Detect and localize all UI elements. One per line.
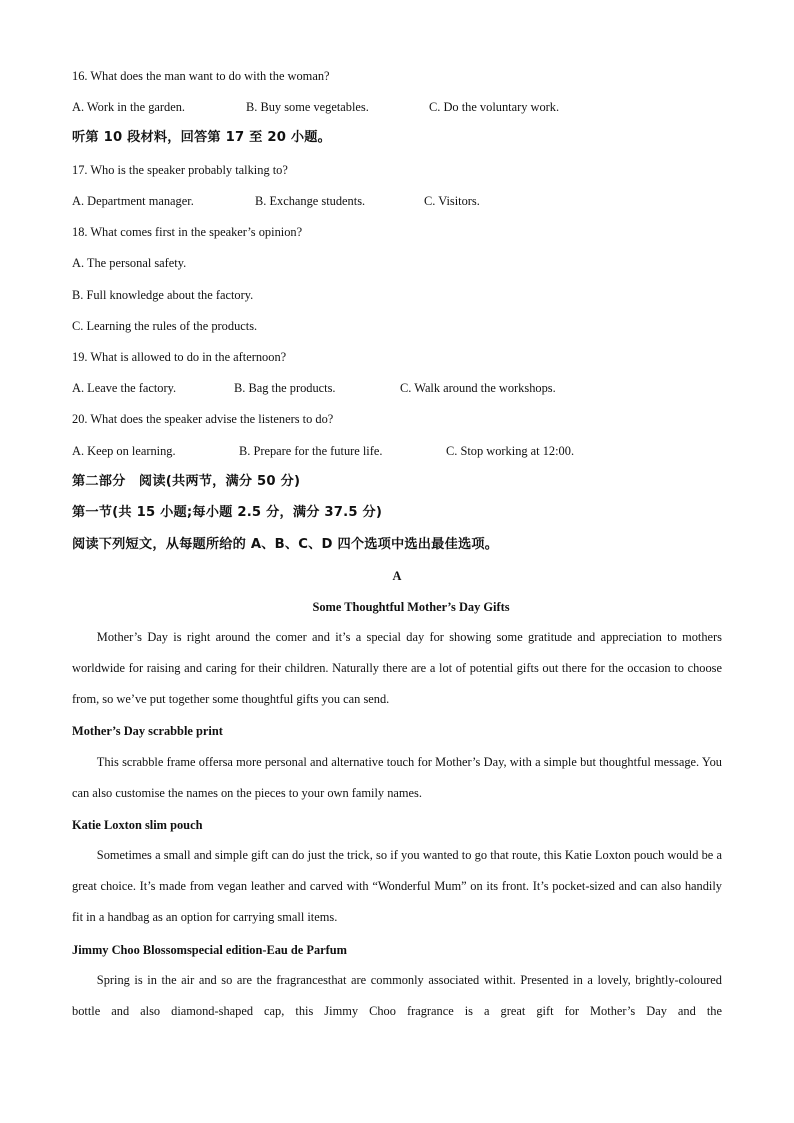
reading-instructions: 阅读下列短文，从每题所给的 A、B、C、D 四个选项中选出最佳选项。 — [72, 537, 499, 552]
question-18: 18. What comes first in the speaker’s opinion? — [72, 225, 303, 239]
question-20: 20. What does the speaker advise the listeners to do? — [72, 412, 334, 426]
intro-paragraph: Mother’s Day is right around the comer and it’s a special day for showing some gratitude and appreciation to mothers worldwide for raising and caring for their children. Naturally there are a lot of potential gifts out there for the occasion to choose from, so we’ve put together some thoughtful gifts you can send. — [72, 630, 722, 707]
gift-2-title: Katie Loxton slim pouch — [72, 818, 203, 832]
q18-option-c: C. Learning the rules of the products. — [72, 319, 258, 333]
q20-option-a: A. Keep on learning. — [72, 444, 176, 458]
q17-option-a: A. Department manager. — [72, 194, 194, 208]
gift-1-title: Mother’s Day scrabble print — [72, 724, 223, 738]
gift-3-text: Spring is in the air and so are the fragrancesthat are commonly associated withit. Presented in a lovely, brightly-coloured bottle and also diamond-shaped cap, this Jimmy Choo fragrance is a great gift for Mother’s Day and the — [72, 973, 722, 1019]
gift-2-text: Sometimes a small and simple gift can do just the trick, so if you wanted to go that route, this Katie Loxton pouch would be a great choice. It’s made from vegan leather and carved with “Wonderful Mum” on its front. It’s pocket-sized and can also handily fit in a handbag as an option for carrying small items. — [72, 848, 722, 925]
section-10-heading: 听第 10 段材料，回答第 17 至 20 小题。 — [72, 130, 332, 145]
q16-option-c: C. Do the voluntary work. — [429, 100, 560, 114]
part-2-heading: 第二部分 阅读(共两节，满分 50 分) — [72, 474, 301, 489]
q18-option-a: A. The personal safety. — [72, 256, 187, 270]
q16-option-a: A. Work in the garden. — [72, 100, 186, 114]
question-16: 16. What does the man want to do with the woman? — [72, 69, 330, 83]
q19-option-a: A. Leave the factory. — [72, 381, 177, 395]
q18-option-b: B. Full knowledge about the factory. — [72, 288, 254, 302]
gift-3-title: Jimmy Choo Blossomspecial edition-Eau de Parfum — [72, 943, 348, 957]
section-1-heading: 第一节(共 15 小题;每小题 2.5 分，满分 37.5 分) — [72, 505, 383, 520]
q16-option-b: B. Buy some vegetables. — [246, 100, 369, 114]
q20-option-c: C. Stop working at 12:00. — [446, 444, 575, 458]
q20-option-b: B. Prepare for the future life. — [239, 444, 383, 458]
question-17: 17. Who is the speaker probably talking to? — [72, 163, 288, 177]
q19-option-c: C. Walk around the workshops. — [400, 381, 556, 395]
gift-1-text: This scrabble frame offersa more personal and alternative touch for Mother’s Day, with a simple but thoughtful message. You can also customise the names on the pieces to your own family names. — [72, 755, 722, 801]
q19-option-b: B. Bag the products. — [234, 381, 336, 395]
q17-option-c: C. Visitors. — [424, 194, 480, 208]
passage-title: Some Thoughtful Mother’s Day Gifts — [312, 600, 510, 614]
q17-option-b: B. Exchange students. — [255, 194, 366, 208]
passage-letter: A — [392, 569, 402, 583]
question-19: 19. What is allowed to do in the afternoon? — [72, 350, 287, 364]
